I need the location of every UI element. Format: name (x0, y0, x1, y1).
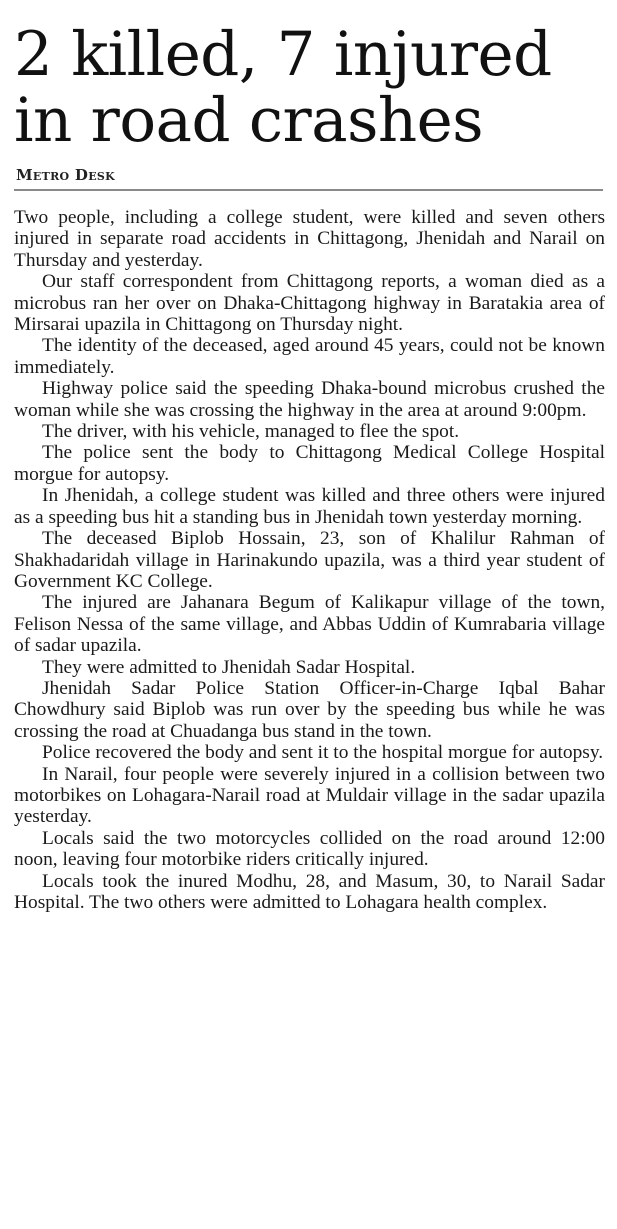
article-body (14, 207, 605, 913)
paragraph: The police sent the body to Chittagong Medical College Hospital morgue for autopsy. (14, 442, 605, 485)
paragraph: The driver, with his vehicle, managed to flee the spot. (42, 421, 460, 443)
paragraph: The deceased Biplob Hossain, 23, son of Khalilur Rahman of Shakhadaridah village in Harinakundo upazila, was a third year student of Government KC College. (14, 528, 605, 592)
paragraph: Locals said the two motorcycles collided on the road around 12:00 noon, leaving four motorbike riders critically injured. (14, 827, 605, 871)
paragraph: The injured are Jahanara Begum of Kalikapur village of the town, Felison Nessa of the same village, and Abbas Uddin of Kumrabaria village of sadar upazila. (14, 592, 605, 657)
paragraph: Locals took the inured Modhu, 28, and Masum, 30, to Narail Sadar Hospital. The two others were admitted to Lohagara health complex. (14, 870, 605, 913)
paragraph: Highway police said the speeding Dhaka-bound microbus crushed the woman while she was crossing the highway in the area at around 9:00pm. (14, 378, 605, 421)
byline-divider (14, 189, 603, 191)
paragraph: Our staff correspondent from Chittagong reports, a woman died as a microbus ran her over on Dhaka-Chittagong highway in Baratakia area of Mirsarai upazila in Chittagong on Thursday night. (14, 271, 605, 336)
paragraph: Police recovered the body and sent it to the hospital morgue for autopsy. (42, 742, 604, 764)
paragraph: In Jhenidah, a college student was killed and three others were injured as a speeding bus hit a standing bus in Jhenidah town yesterday morning. (14, 485, 605, 528)
byline: Metro Desk (16, 166, 116, 184)
headline-line-1: 2 killed, 7 injured (14, 19, 552, 90)
paragraph: Jhenidah Sadar Police Station Officer-in-Charge Iqbal Bahar Chowdhury said Biplob was run over by the speeding bus while he was crossing the road at Chuadanga bus stand in the town. (14, 677, 605, 742)
paragraph: Two people, including a college student, were killed and seven others injured in separate road accidents in Chittagong, Jhenidah and Narail on Thursday and yesterday. (14, 207, 605, 271)
paragraph: They were admitted to Jhenidah Sadar Hospital. (42, 656, 416, 678)
headline (14, 19, 605, 156)
paragraph: In Narail, four people were severely injured in a collision between two motorbikes on Lohagara-Narail road at Muldair village in the sadar upazila yesterday. (14, 763, 605, 828)
paragraph: The identity of the deceased, aged around 45 years, could not be known immediately. (14, 335, 605, 378)
headline-line-2: in road crashes (14, 85, 484, 156)
